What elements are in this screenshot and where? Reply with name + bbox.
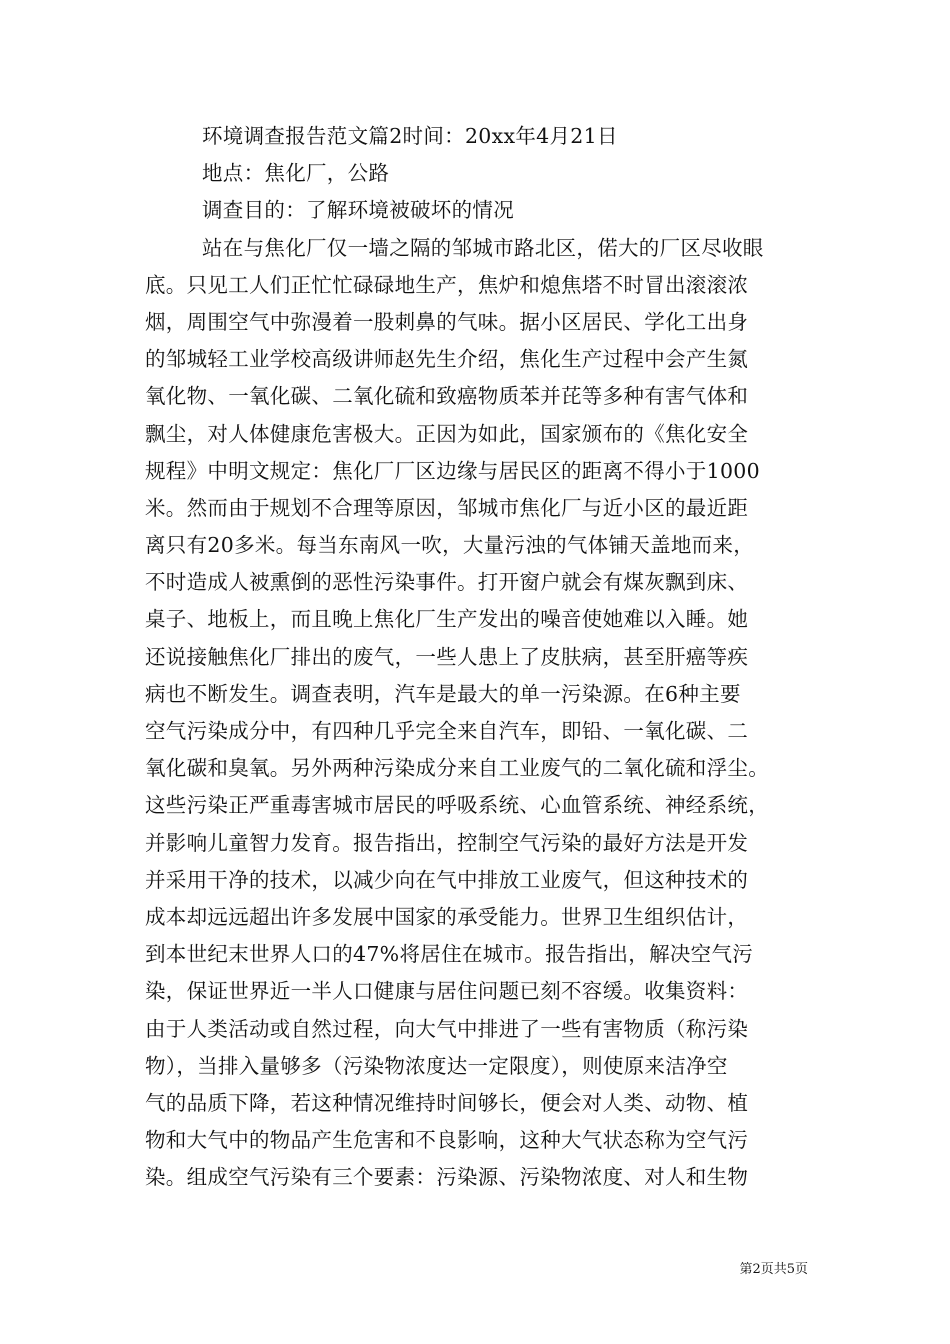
body-line: 染。组成空气污染有三个要素：污染源、污染物浓度、对人和生物 — [145, 1165, 749, 1190]
header-purpose-line: 调查目的：了解环境被破坏的情况 — [202, 198, 514, 223]
body-line: 站在与焦化厂仅一墙之隔的邹城市路北区，偌大的厂区尽收眼 — [202, 235, 764, 260]
body-line: 物和大气中的物品产生危害和不良影响，这种大气状态称为空气污 — [145, 1128, 749, 1153]
body-line: 底。只见工人们正忙忙碌碌地生产，焦炉和熄焦塔不时冒出滚滚浓 — [145, 272, 749, 297]
body-line: 成本却远远超出许多发展中国家的承受能力。世界卫生组织估计， — [145, 904, 749, 929]
header-location-line: 地点：焦化厂，公路 — [202, 161, 390, 186]
body-line: 到本世纪末世界人口的47%将居住在城市。报告指出，解决空气污 — [145, 942, 754, 967]
body-line: 米。然而由于规划不合理等原因，邹城市焦化厂与近小区的最近距 — [145, 495, 749, 520]
body-line: 染，保证世界近一半人口健康与居住问题已刻不容缓。收集资料： — [145, 979, 749, 1004]
body-line: 氧化物、一氧化碳、二氧化硫和致癌物质苯并芘等多种有害气体和 — [145, 384, 749, 409]
body-line: 由于人类活动或自然过程，向大气中排进了一些有害物质（称污染 — [145, 1016, 749, 1041]
body-line: 还说接触焦化厂排出的废气，一些人患上了皮肤病，甚至肝癌等疾 — [145, 644, 749, 669]
body-line: 烟，周围空气中弥漫着一股刺鼻的气味。据小区居民、学化工出身 — [145, 309, 749, 334]
body-line: 物），当排入量够多（污染物浓度达一定限度），则使原来洁净空 — [145, 1053, 728, 1078]
body-line: 并采用干净的技术，以减少向在气中排放工业废气，但这种技术的 — [145, 867, 749, 892]
body-line: 空气污染成分中，有四种几乎完全来自汽车，即铅、一氧化碳、二 — [145, 719, 749, 743]
body-line: 病也不断发生。调查表明，汽车是最大的单一污染源。在6种主要 — [145, 681, 741, 706]
body-line: 的邹城轻工业学校高级讲师赵先生介绍，焦化生产过程中会产生氮 — [145, 347, 749, 372]
body-line: 氧化碳和臭氧。另外两种污染成分来自工业废气的二氧化硫和浮尘。 — [145, 756, 769, 781]
body-line: 规程》中明文规定：焦化厂厂区边缘与居民区的距离不得小于1000 — [145, 458, 760, 483]
body-line: 飘尘，对人体健康危害极大。正因为如此，国家颁布的《焦化安全 — [145, 421, 749, 446]
body-line: 离只有20多米。每当东南风一吹，大量污浊的气体铺天盖地而来， — [145, 533, 755, 558]
body-line: 不时造成人被熏倒的恶性污染事件。打开窗户就会有煤灰飘到床、 — [145, 570, 749, 595]
body-line: 并影响儿童智力发育。报告指出，控制空气污染的最好方法是开发 — [145, 830, 749, 855]
page-number-footer: 第2页共5页 — [739, 1262, 808, 1277]
document-body — [145, 118, 825, 1196]
body-line: 桌子、地板上，而且晚上焦化厂生产发出的噪音使她难以入睡。她 — [145, 607, 749, 632]
header-title-line: 环境调查报告范文篇2时间：20xx年4月21日 — [202, 124, 618, 148]
body-line: 这些污染正严重毒害城市居民的呼吸系统、心血管系统、神经系统， — [145, 793, 769, 818]
body-line: 气的品质下降，若这种情况维持时间够长，便会对人类、动物、植 — [145, 1090, 749, 1115]
